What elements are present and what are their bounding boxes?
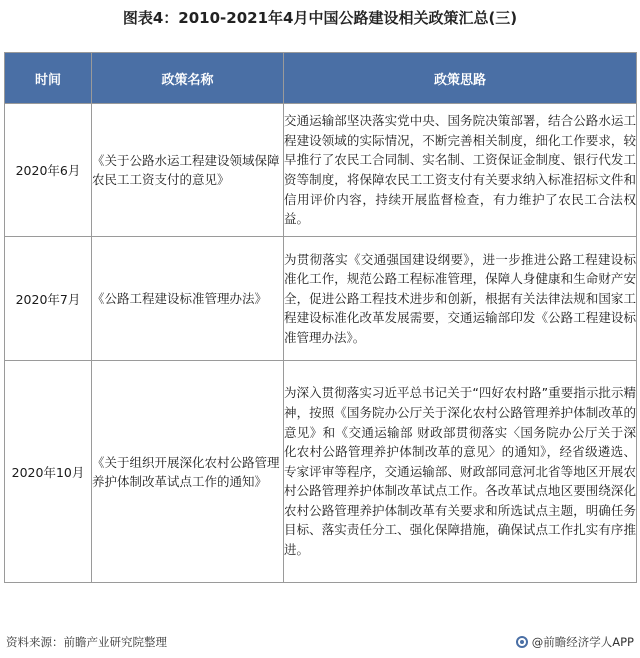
brand-attribution	[516, 634, 634, 650]
table-row	[5, 361, 637, 583]
cell-policy-name: 《关于公路水运工程建设领域保障农民工工资支付的意见》	[92, 104, 284, 237]
cell-policy-name: 《关于组织开展深化农村公路管理养护体制改革试点工作的通知》	[92, 361, 284, 583]
cell-time: 2020年10月	[5, 361, 92, 583]
table-row	[5, 237, 637, 361]
cell-time: 2020年6月	[5, 104, 92, 237]
page-title: 图表4：2010-2021年4月中国公路建设相关政策汇总(三)	[122, 9, 518, 27]
qianzhan-logo-icon	[516, 636, 528, 648]
cell-policy-idea: 交通运输部坚决落实党中央、国务院决策部署，结合公路水运工程建设领域的实际情况，不断完善相关制度，细化工作要求，较早推行了农民工合同制、实名制、工资保证金制度、银行代发工资等制度，将保障农民工工资支付有关要求纳入标准招标文件和信用评价内容，持续开展监督检查，有力维护了农民工合法权益。	[284, 104, 637, 237]
column-header-policy-idea: 政策思路	[284, 53, 637, 104]
source-note: 资料来源：前瞻产业研究院整理	[6, 635, 167, 649]
table-header-row	[5, 53, 637, 104]
column-header-time: 时间	[5, 53, 92, 104]
cell-policy-idea: 为深入贯彻落实习近平总书记关于“四好农村路”重要指示批示精神，按照《国务院办公厅关于深化农村公路管理养护体制改革的意见》和《交通运输部 财政部贯彻落实〈国务院办公厅关于深化农村公路管理养护体制改革的意见〉的通知》，经省级遴选、专家评审等程序，交通运输部、财政部同意河北省等地区开展农村公路管理养护体制改革试点工作。各改革试点地区要围绕深化农村公路管理养护体制改革有关要求和所选试点主题，明确任务目标、落实责任分工、强化保障措施，确保试点工作扎实有序推进。	[284, 361, 637, 583]
cell-policy-idea: 为贯彻落实《交通强国建设纲要》，进一步推进公路工程建设标准化工作，规范公路工程标准管理，保障人身健康和生命财产安全，促进公路工程技术进步和创新，根据有关法律法规和国家工程建设标准化改革发展需要，交通运输部印发《公路工程建设标准管理办法》。	[284, 237, 637, 361]
cell-time: 2020年7月	[5, 237, 92, 361]
footer	[0, 626, 640, 658]
column-header-policy-name: 政策名称	[92, 53, 284, 104]
cell-policy-name: 《公路工程建设标准管理办法》	[92, 237, 284, 361]
policy-table	[4, 52, 637, 583]
table-row	[5, 104, 637, 237]
brand-label: @前瞻经济学人APP	[531, 635, 634, 649]
